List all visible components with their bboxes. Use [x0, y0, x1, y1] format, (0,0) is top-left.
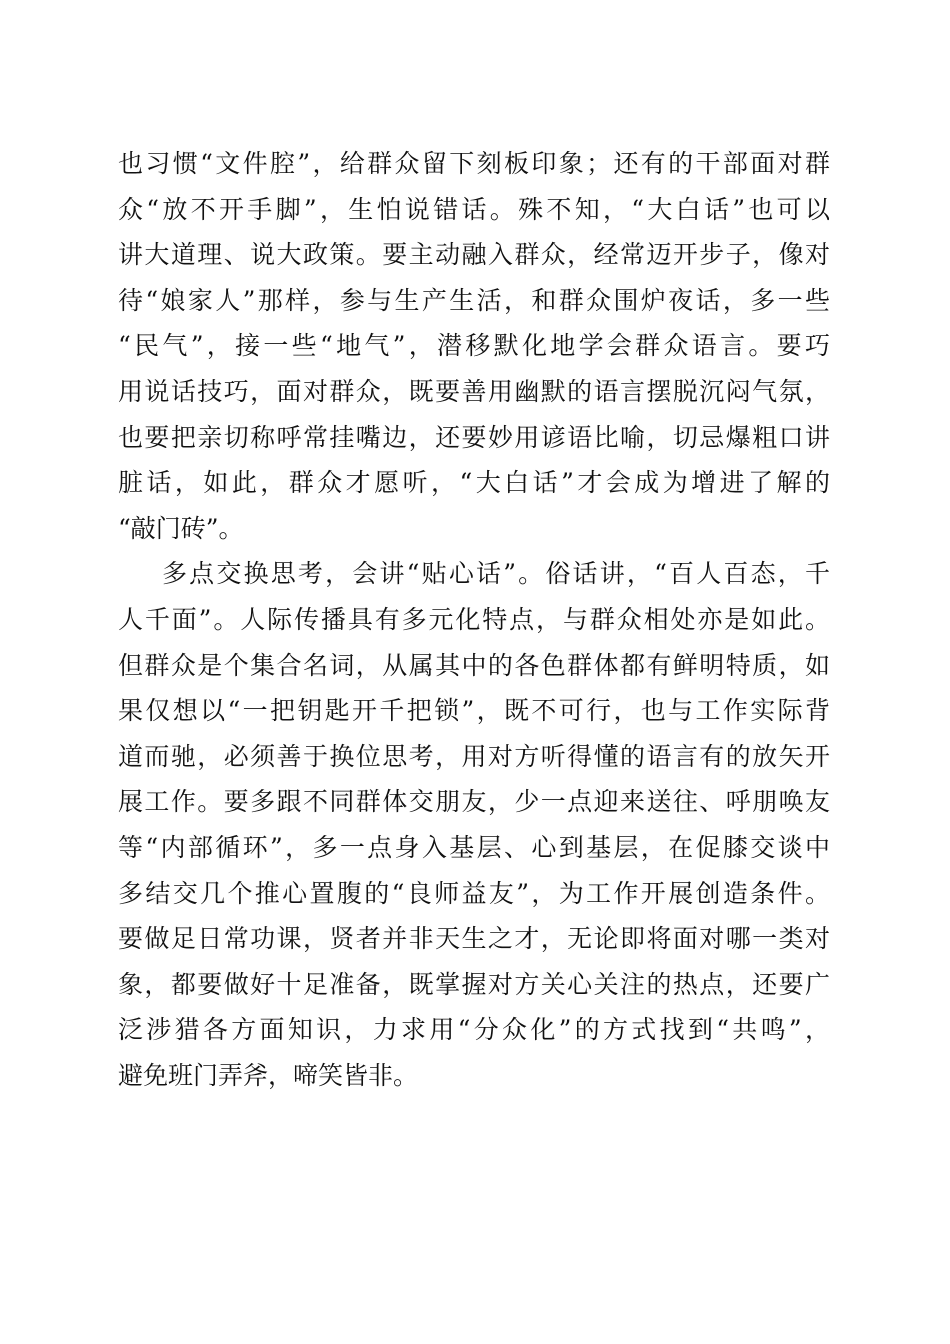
text-line: 多结交几个推心置腹的“良师益友”，为工作开展创造条件。	[118, 878, 830, 908]
text-line: 用说话技巧，面对群众，既要善用幽默的语言摆脱沉闷气氛，	[118, 376, 830, 406]
paragraph-start-line: 多点交换思考，会讲“贴心话”。俗话讲，“百人百态，千	[162, 559, 830, 589]
text-line: 道而驰，必须善于换位思考，用对方听得懂的语言有的放矢开	[118, 741, 830, 771]
body-text	[118, 141, 830, 1098]
text-line: 众“放不开手脚”，生怕说错话。殊不知，“大白话”也可以	[118, 194, 830, 224]
text-line: 讲大道理、说大政策。要主动融入群众，经常迈开步子，像对	[118, 240, 830, 270]
text-line: 但群众是个集合名词，从属其中的各色群体都有鲜明特质，如	[118, 650, 830, 680]
text-line: 展工作。要多跟不同群体交朋友，少一点迎来送往、呼朋唤友	[118, 787, 830, 817]
text-line: 人千面”。人际传播具有多元化特点，与群众相处亦是如此。	[118, 604, 830, 634]
text-line: “民气”，接一些“地气”，潜移默化地学会群众语言。要巧	[118, 331, 830, 361]
text-line: 也要把亲切称呼常挂嘴边，还要妙用谚语比喻，切忌爆粗口讲	[118, 422, 830, 452]
text-line: 泛涉猎各方面知识，力求用“分众化”的方式找到“共鸣”，	[118, 1015, 830, 1045]
text-line: 脏话，如此，群众才愿听，“大白话”才会成为增进了解的	[118, 468, 830, 498]
text-line: 也习惯“文件腔”，给群众留下刻板印象；还有的干部面对群	[118, 149, 830, 178]
text-line: “敲门砖”。	[118, 513, 244, 543]
text-line: 待“娘家人”那样，参与生产生活，和群众围炉夜话，多一些	[118, 285, 830, 315]
text-line: 避免班门弄斧，啼笑皆非。	[118, 1060, 419, 1090]
text-line: 等“内部循环”，多一点身入基层、心到基层，在促膝交谈中	[118, 832, 830, 862]
text-line: 要做足日常功课，贤者并非天生之才，无论即将面对哪一类对	[118, 924, 830, 954]
text-line: 果仅想以“一把钥匙开千把锁”，既不可行，也与工作实际背	[118, 696, 830, 726]
text-line: 象，都要做好十足准备，既掌握对方关心关注的热点，还要广	[118, 969, 830, 999]
